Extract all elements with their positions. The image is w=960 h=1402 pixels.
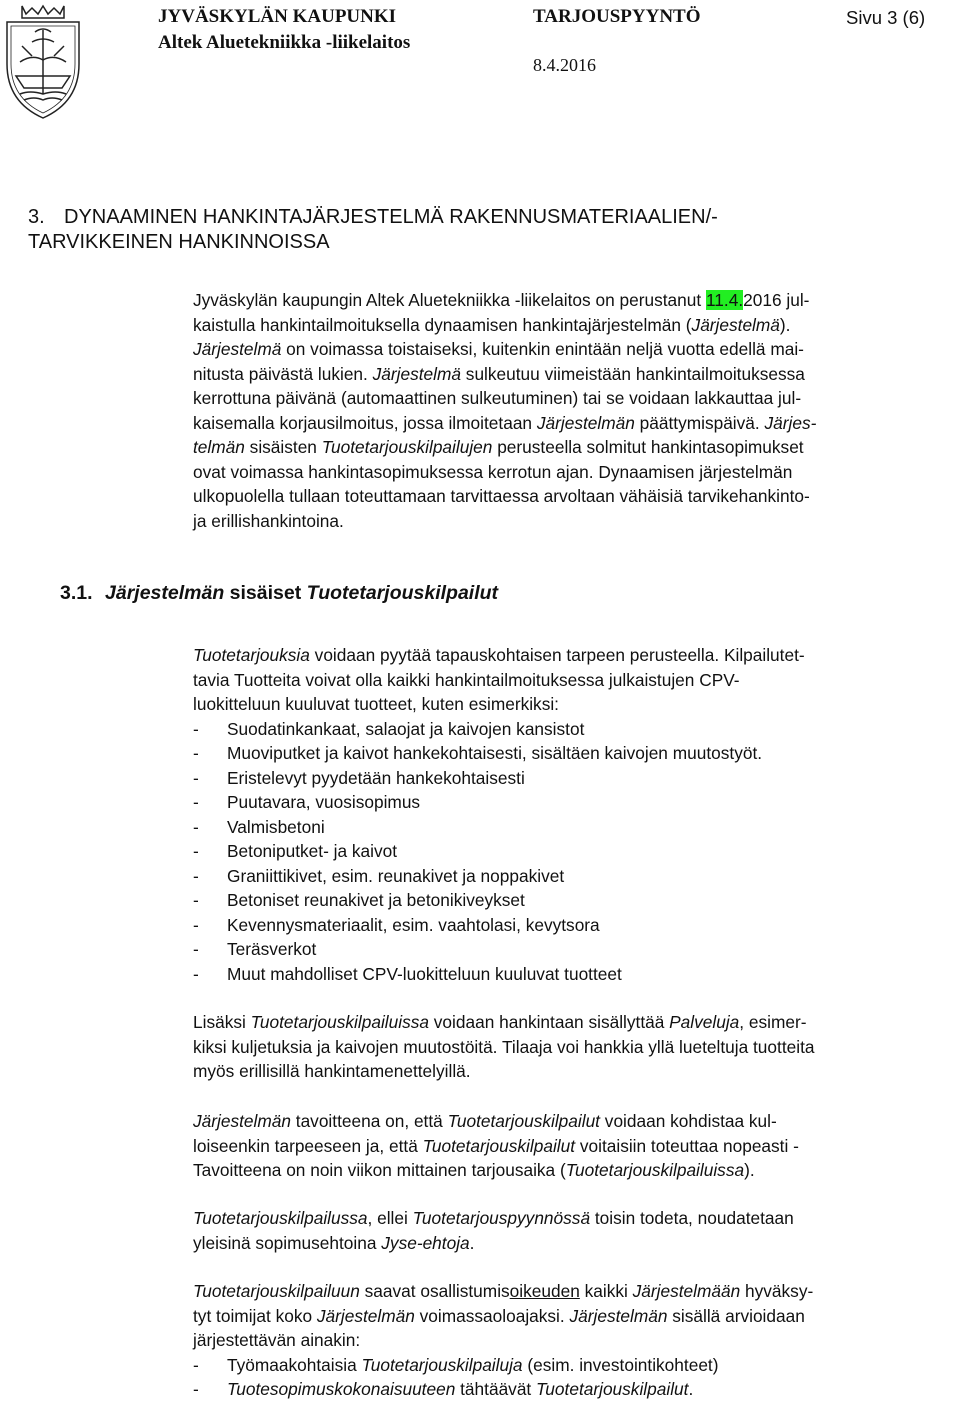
products-paragraph: Tuotetarjouksia voidaan pyytää tapauskohtaisen tarpeen perusteella. Kilpailutet- tavia Tuotteita voivat olla kaikki hankintailmoituksessa julkaistujen CPV- luokitteluun kuuluvat tuotteet, kuten esimerkiksi: - Suodatinkankaat, salaojat ja kaivojen kansistot - Muoviputket ja kaivot hankekohtaisesti, sisältäen kaivojen muutostyöt. - Eristelevyt pyydetään hankekohtaisesti - Puutavara, vuosisopimus - Valmisbetoni - Betoniputket- ja kaivot - Graniittikivet, esim. reunakivet ja noppakivet - Betoniset reunakivet ja betonikiveykset - Kevennysmateriaalit, esim. vaahtolasi, kevytsora - Teräsverkot - Muut mahdolliset CPV-luokitteluun kuuluvat tuotteet (193, 643, 945, 986)
list-item: - Teräsverkot (193, 939, 317, 959)
list-item: - Suodatinkankaat, salaojat ja kaivojen kansistot (193, 718, 585, 739)
list-item: - Muut mahdolliset CPV-luokitteluun kuuluvat tuotteet (193, 963, 622, 984)
highlighted-date: 11.4. (705, 290, 744, 310)
header-page-number: Sivu 3 (6) (846, 7, 926, 28)
list-item: - Betoniset reunakivet ja betonikiveykset (193, 890, 525, 910)
list-item: - Eristelevyt pyydetään hankekohtaisesti (193, 767, 525, 788)
services-paragraph: Lisäksi Tuotetarjouskilpailuissa voidaan hankintaan sisällyttää Palveluja, esimer- kiksi kuljetuksia ja kaivojen muutostöitä. Tilaaja voi hankkia yllä lueteltuja tuotteita myös erillisillä hankintamenettelyillä. (193, 1012, 815, 1081)
list-item: - Kevennysmateriaalit, esim. vaahtolasi, kevytsora (193, 914, 600, 935)
intro-paragraph: Jyväskylän kaupungin Altek Aluetekniikka -liikelaitos on perustanut 11.4.2016 jul- kaistulla hankintailmoituksella dynaamisen hankintajärjestelmän (Järjestelmä). Järjestelmä on voimassa toistaiseksi, kuitenkin enintään neljä vuotta edellä mai- nitusta päivästä lukien. Järjestelmä sulkeutuu viimeistään hankintailmoituksessa kerrottuna päivänä (automaattinen sulkeutuminen) tai se voidaan lakkauttaa jul- kaisemalla korjausilmoitus, jossa ilmoitetaan Järjestelmän päättymispäivä. Järjes- telmän sisäisten Tuotetarjouskilpailujen perusteella solmitut hankintasopimukset ovat voimassa hankintasopimuksessa kerrotun ajan. Dynaamisen järjestelmän ulkopuolella tullaan toteuttamaan tarvittaessa arvoltaan vähäisiä tarvikehankinto- ja erillishankintoina. (193, 290, 817, 531)
list-item: - Työmaakohtaisia Tuotetarjouskilpailuja (esim. investointikohteet) (193, 1354, 719, 1375)
section-number: 3. (28, 206, 45, 228)
city-coat-of-arms-logo (2, 2, 84, 120)
list-item: - Valmisbetoni (193, 816, 325, 837)
section-title-line: TARVIKKEINEN HANKINNOISSA (28, 231, 330, 253)
participation-paragraph: Tuotetarjouskilpailuun saavat osallistumisoikeuden kaikki Järjestelmään hyväksy- tyt toimijat koko Järjestelmän voimassaoloajaksi. Järjestelmän sisällä arvioidaan järjestettävän ainakin: - Työmaakohtaisia Tuotetarjouskilpailuja (esim. investointikohteet) - Tuotesopimuskokonaisuuteen tähtäävät Tuotetarjouskilpailut. (193, 1279, 945, 1402)
section-number: 3.1. (60, 582, 93, 604)
list-item: - Tuotesopimuskokonaisuuteen tähtäävät Tuotetarjouskilpailut. (193, 1379, 694, 1399)
terms-paragraph: Tuotetarjouskilpailussa, ellei Tuotetarjouspyynnössä toisin todeta, noudatetaan yleisinä sopimusehtoina Jyse-ehtoja. (193, 1208, 794, 1253)
section-3-heading (28, 205, 928, 255)
list-item: - Graniittikivet, esim. reunakivet ja noppakivet (193, 865, 565, 886)
list-item: - Puutavara, vuosisopimus (193, 792, 421, 812)
goal-paragraph: Järjestelmän tavoitteena on, että Tuotetarjouskilpailut voidaan kohdistaa kul- loiseenkin tarpeeseen ja, että Tuotetarjouskilpailut voitaisiin toteuttaa nopeasti - Tavoitteena on noin viikon mittainen tarjousaika (Tuotetarjouskilpailuissa). (193, 1111, 799, 1180)
header-unit: Altek Aluetekniikka -liikelaitos (158, 32, 411, 53)
list-item: - Muoviputket ja kaivot hankekohtaisesti, sisältäen kaivojen muutostyöt. (193, 743, 763, 763)
header-organization: JYVÄSKYLÄN KAUPUNKI (158, 6, 397, 27)
header-document-type: TARJOUSPYYNTÖ (533, 6, 701, 27)
list-item: - Betoniputket- ja kaivot (193, 841, 398, 861)
section-3-1-heading: 3.1. Järjestelmän sisäiset Tuotetarjouskilpailut (60, 582, 499, 604)
header-date: 8.4.2016 (533, 55, 596, 75)
section-title-line: DYNAAMINEN HANKINTAJÄRJESTELMÄ RAKENNUSMATERIAALIEN/- (64, 206, 718, 228)
